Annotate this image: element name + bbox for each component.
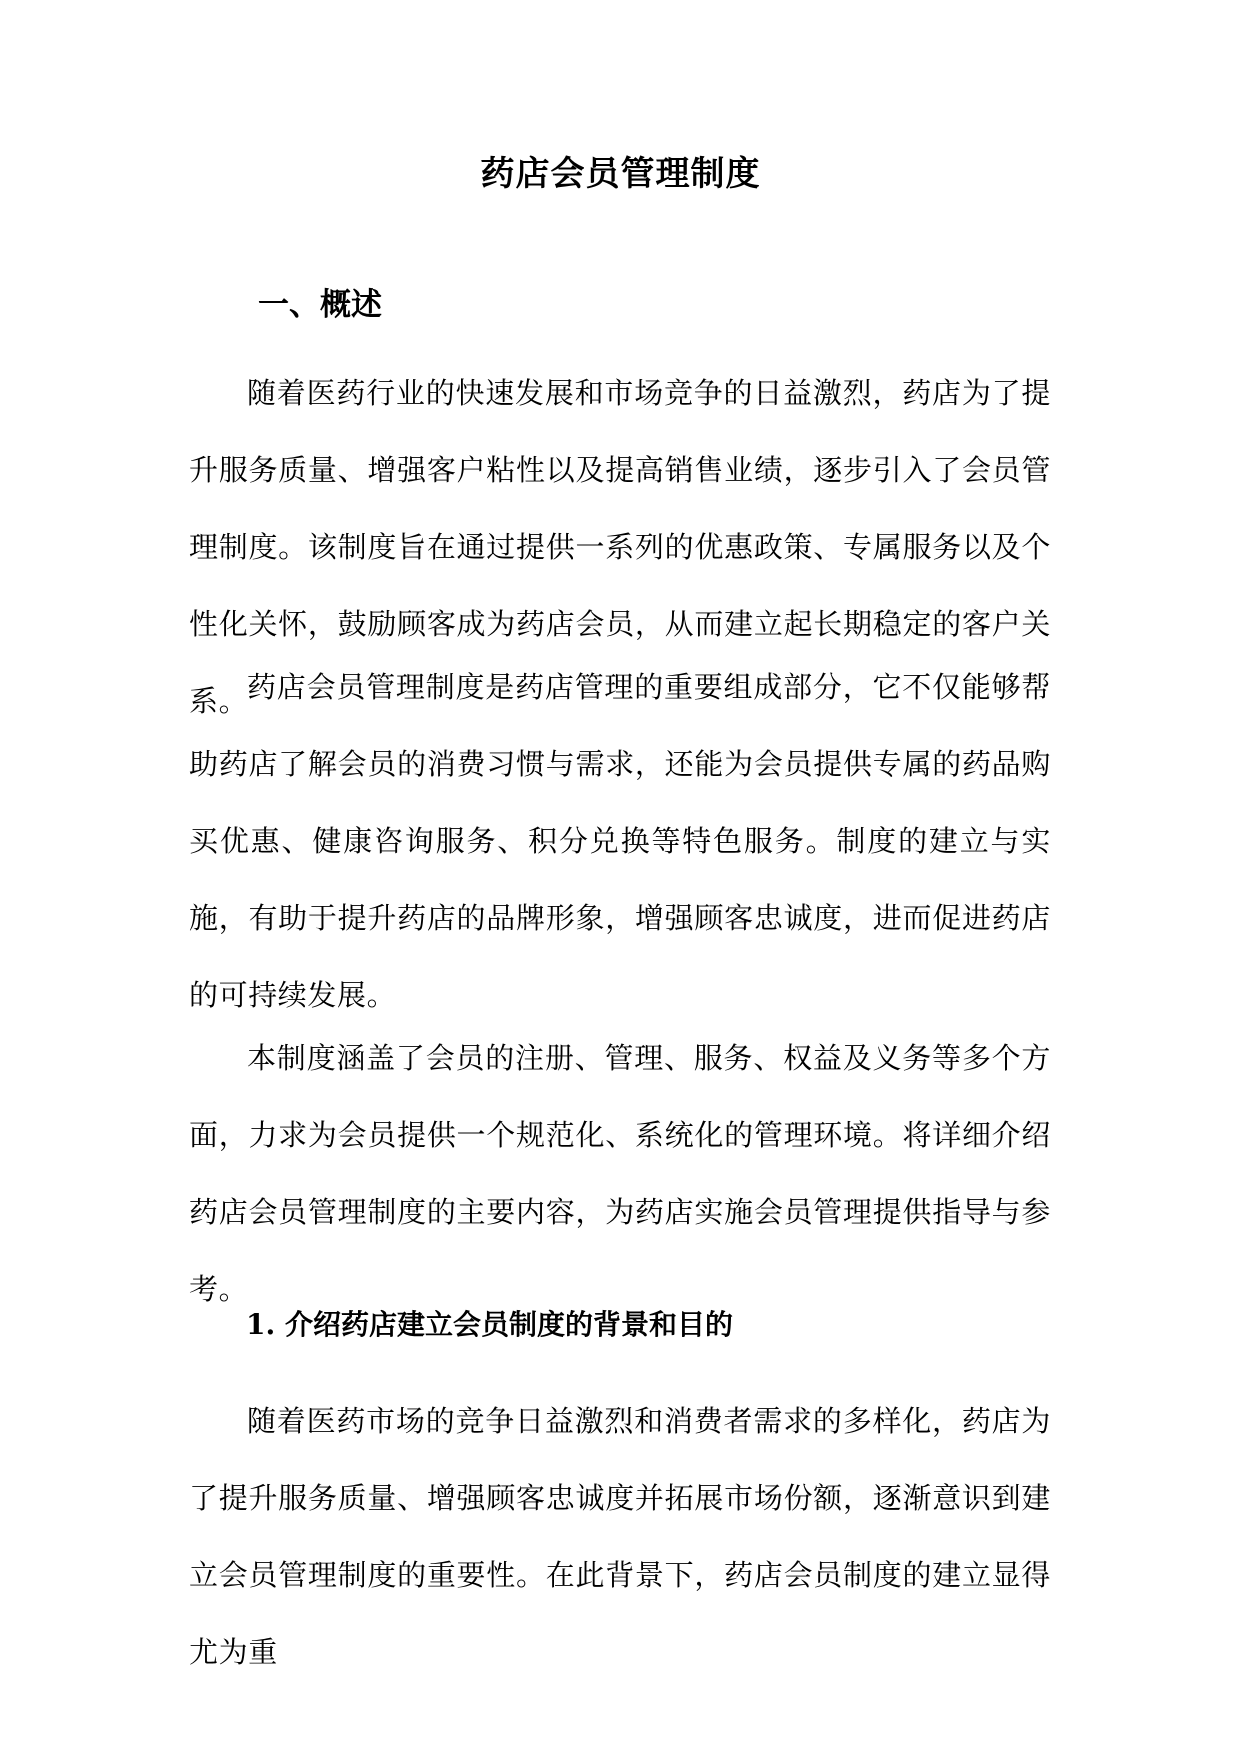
paragraph: 随着医药行业的快速发展和市场竞争的日益激烈，药店为了提升服务质量、增强客户粘性以及提高销售业绩，逐步引入了会员管理制度。该制度旨在通过提供一系列的优惠政策、专属服务以及个性化关怀，鼓励顾客成为药店会员，从而建立起长期稳定的客户关系。: [189, 376, 1051, 718]
paragraph: 药店会员管理制度是药店管理的重要组成部分，它不仅能够帮助药店了解会员的消费习惯与需求，还能为会员提供专属的药品购买优惠、健康咨询服务、积分兑换等特色服务。制度的建立与实施，有助于提升药店的品牌形象，增强顾客忠诚度，进而促进药店的可持续发展。: [189, 670, 1051, 1012]
page-title: 药店会员管理制度: [480, 154, 761, 194]
section-heading-overview: 一、概述: [258, 287, 382, 323]
subsection-heading-background: 1. 介绍药店建立会员制度的背景和目的: [246, 1308, 733, 1341]
paragraph: 本制度涵盖了会员的注册、管理、服务、权益及义务等多个方面，力求为会员提供一个规范化、系统化的管理环境。将详细介绍药店会员管理制度的主要内容，为药店实施会员管理提供指导与参考。: [189, 1041, 1051, 1306]
paragraph: 随着医药市场的竞争日益激烈和消费者需求的多样化，药店为了提升服务质量、增强顾客忠诚度并拓展市场份额，逐渐意识到建立会员管理制度的重要性。在此背景下，药店会员制度的建立显得尤为重: [189, 1404, 1051, 1669]
